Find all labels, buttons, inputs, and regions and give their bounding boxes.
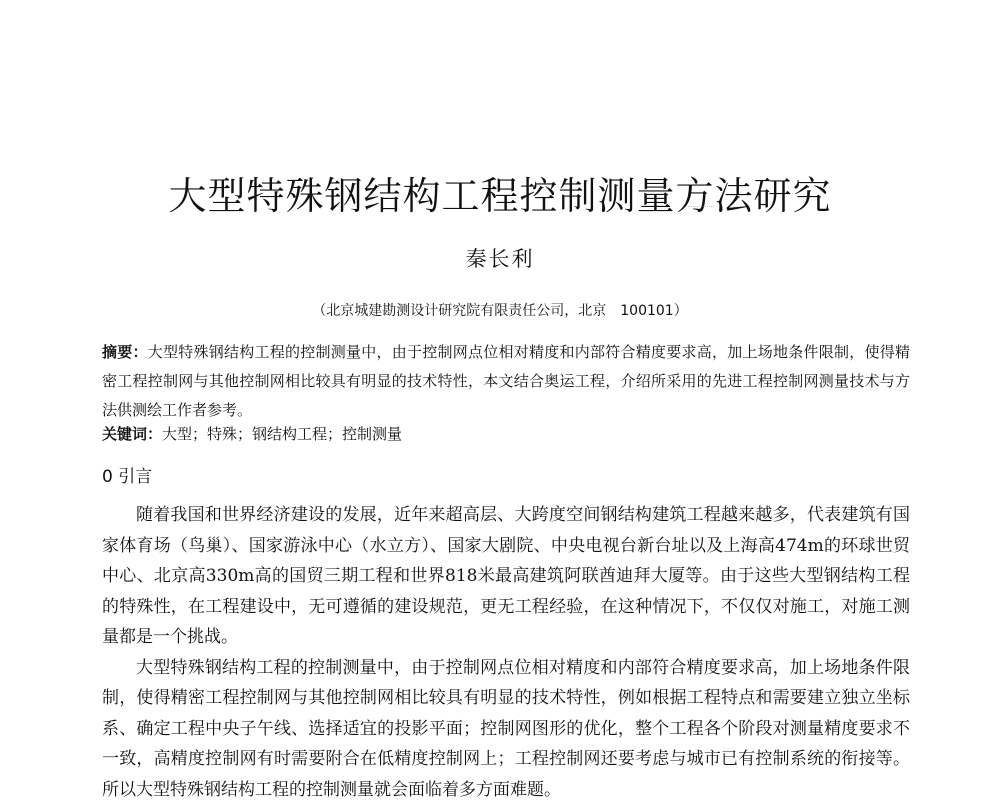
author-name: 秦长利 [0,243,1000,273]
paragraph: 随着我国和世界经济建设的发展，近年来超高层、大跨度空间钢结构建筑工程越来越多，代表建筑有国家体育场（鸟巢）、国家游泳中心（水立方）、国家大剧院、中央电视台新台址以及上海高474m的环球世贸中心、北京高330m高的国贸三期工程和世界818米最高建筑阿联酋迪拜大厦等。由于这些大型钢结构工程的特殊性，在工程建设中，无可遵循的建设规范，更无工程经验，在这种情况下，不仅仅对施工，对施工测量都是一个挑战。 [102,500,910,653]
abstract-text: 大型特殊钢结构工程的控制测量中，由于控制网点位相对精度和内部符合精度要求高，加上场地条件限制，使得精密工程控制网与其他控制网相比较具有明显的技术特性，本文结合奥运工程，介绍所采用的先进工程控制网测量技术与方法供测绘工作者参考。 [102,343,910,419]
paragraph: 大型特殊钢结构工程的控制测量中，由于控制网点位相对精度和内部符合精度要求高，加上场地条件限制，使得精密工程控制网与其他控制网相比较具有明显的技术特性，例如根据工程特点和需要建立独立坐标系、确定工程中央子午线、选择适宜的投影平面；控制网图形的优化，整个工程各个阶段对测量精度要求不一致，高精度控制网有时需要附合在低精度控制网上；工程控制网还要考虑与城市已有控制系统的衔接等。所以大型特殊钢结构工程的控制测量就会面临着多方面难题。 [102,653,910,805]
keywords-label: 关键词： [102,425,162,443]
keywords [102,422,910,446]
section-heading: 0 引言 [102,462,152,487]
keywords-text: 大型；特殊；钢结构工程；控制测量 [162,425,402,443]
scan-artifact [688,206,714,215]
body-text [102,500,910,805]
abstract-label: 摘要： [102,343,148,361]
paper-title: 大型特殊钢结构工程控制测量方法研究 [0,165,1000,220]
abstract [102,338,910,425]
author-affiliation: （北京城建勘测设计研究院有限责任公司，北京 100101） [0,300,1000,320]
